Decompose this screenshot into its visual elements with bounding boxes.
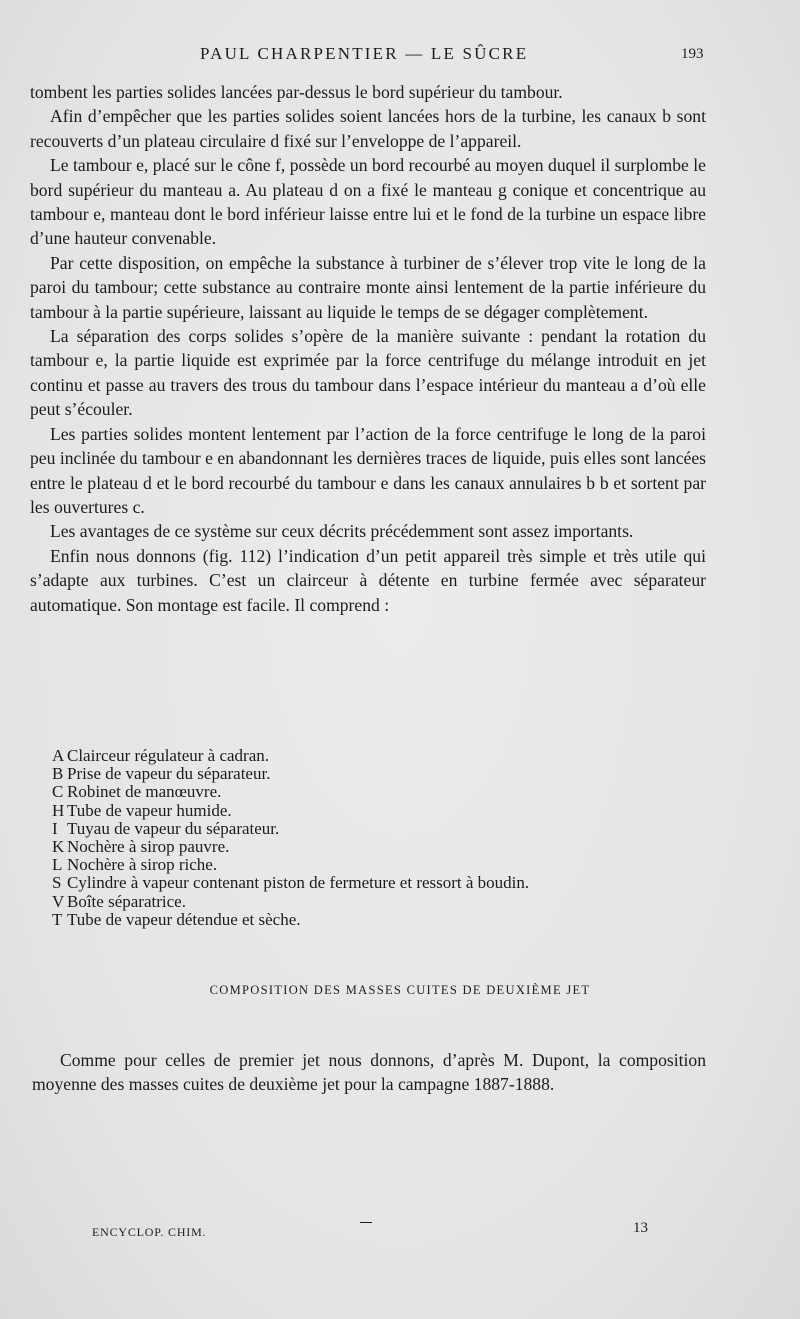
legend-item: [52, 893, 692, 911]
legend-text: Prise de vapeur du séparateur.: [67, 764, 271, 784]
legend-text: Tuyau de vapeur du séparateur.: [67, 818, 280, 838]
paragraph: Le tambour e, placé sur le cône f, possède un bord recourbé au moyen duquel il surplombe le bord supérieur du manteau a. Au plateau d on a fixé le manteau g conique et concentrique au tambour e, manteau dont le bord inférieur laisse entre lui et le fond de la turbine un espace libre d’une hauteur convenable.: [30, 155, 706, 249]
legend-letter: H: [52, 800, 65, 820]
paragraph: Les parties solides montent lentement par l’action de la force centrifuge le long de la paroi peu inclinée du tambour e en abandonnant les dernières traces de liquide, puis elles sont lancées entre le plateau d et le bord recourbé du tambour e dans les canaux annulaires b b et sortent par les ouvertures c.: [30, 423, 706, 517]
figure-legend: [52, 747, 692, 929]
legend-letter: S: [52, 873, 62, 893]
legend-text: Tube de vapeur détendue et sèche.: [67, 909, 301, 929]
running-head: [0, 44, 800, 68]
footer-rule: [360, 1222, 372, 1223]
legend-item: [52, 747, 692, 765]
legend-item: [52, 874, 692, 892]
body-text: [30, 80, 706, 617]
legend-item: [52, 765, 692, 783]
legend-item: [52, 856, 692, 874]
signature-number: 13: [633, 1220, 648, 1236]
running-title: PAUL CHARPENTIER — LE SÛCRE: [200, 44, 529, 63]
page-number: 193: [681, 46, 704, 62]
legend-letter: T: [52, 909, 63, 929]
footer-source: ENCYCLOP. CHIM.: [92, 1225, 207, 1239]
legend-text: Robinet de manœuvre.: [67, 782, 222, 802]
legend-text: Boîte séparatrice.: [67, 891, 186, 911]
legend-letter: B: [52, 764, 64, 784]
legend-item: [52, 911, 692, 929]
section-paragraph: Comme pour celles de premier jet nous donnons, d’après M. Dupont, la composition moyenne des masses cuites de deuxième jet pour la campagne 1887-1888.: [32, 1049, 706, 1094]
paragraph: Par cette disposition, on empêche la substance à turbiner de s’élever trop vite le long de la paroi du tambour; cette substance au contraire monte ainsi lentement de la partie inférieure du tambour à la partie supérieure, laissant au liquide le temps de se dégager complètement.: [30, 252, 706, 322]
paragraph: Afin d’empêcher que les parties solides soient lancées hors de la turbine, les canaux b sont recouverts d’un plateau circulaire d fixé sur l’enveloppe de l’appareil.: [30, 106, 706, 151]
legend-text: Cylindre à vapeur contenant piston de fermeture et ressort à boudin.: [67, 873, 530, 893]
legend-item: [52, 783, 692, 801]
legend-item: [52, 820, 692, 838]
legend-letter: K: [52, 837, 65, 857]
paragraph: La séparation des corps solides s’opère de la manière suivante : pendant la rotation du tambour e, la partie liquide est exprimée par la force centrifuge du mélange introduit en jet continu et passe au travers des trous du tambour dans l’espace intérieur du manteau a d’où elle peut s’écouler.: [30, 326, 706, 420]
legend-text: Clairceur régulateur à cadran.: [67, 746, 269, 765]
paragraph: Enfin nous donnons (fig. 112) l’indication d’un petit appareil très simple et très utile qui s’adapte aux turbines. C’est un clairceur à détente en turbine fermée avec séparateur automatique. Son montage est facile. Il comprend :: [30, 545, 706, 615]
legend-item: [52, 838, 692, 856]
legend-letter: I: [52, 818, 58, 838]
section-heading: COMPOSITION DES MASSES CUITES DE DEUXIÈME JET: [209, 983, 591, 997]
paragraph: tombent les parties solides lancées par-dessus le bord supérieur du tambour.: [30, 82, 563, 102]
legend-text: Nochère à sirop pauvre.: [67, 837, 230, 857]
legend-letter: L: [52, 855, 63, 875]
legend-letter: A: [52, 746, 65, 765]
legend-text: Nochère à sirop riche.: [67, 855, 218, 875]
paragraph: Les avantages de ce système sur ceux décrits précédemment sont assez importants.: [50, 521, 634, 542]
legend-letter: C: [52, 782, 64, 802]
legend-letter: V: [52, 891, 65, 911]
legend-item: [52, 802, 692, 820]
legend-text: Tube de vapeur humide.: [67, 800, 232, 820]
